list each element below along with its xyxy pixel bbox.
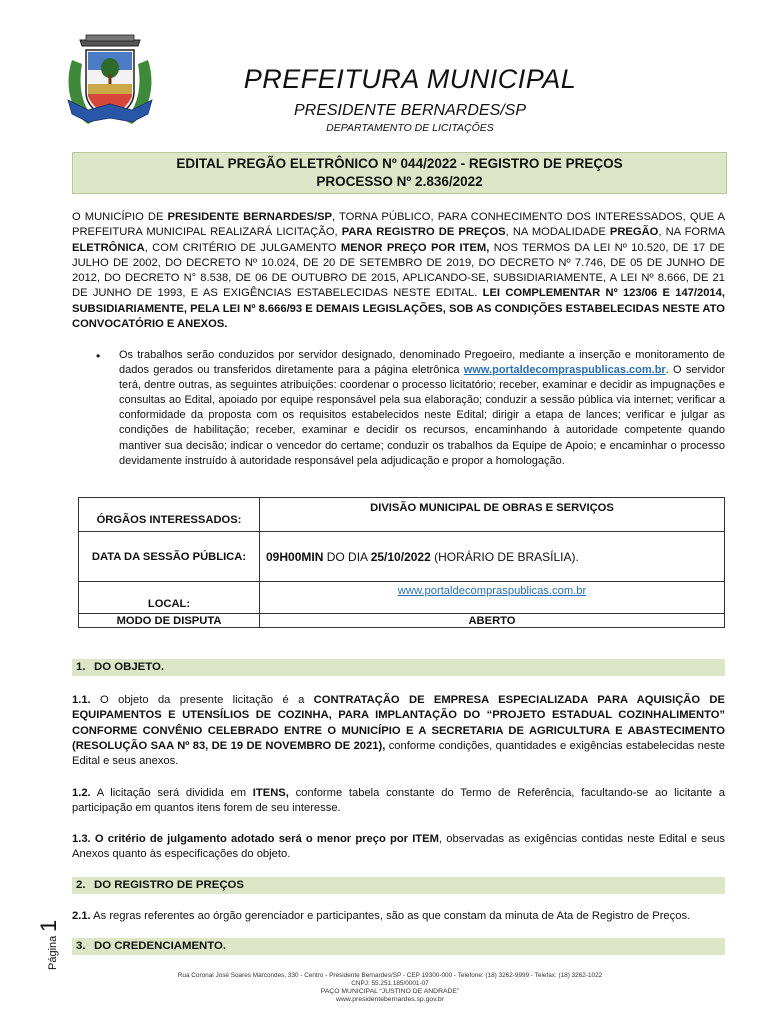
footer-cnpj: CNPJ: 55.251.185/0001-07 [351, 980, 429, 987]
data-value: 09H00MIN DO DIA 25/10/2022 (HORÁRIO DE BRASÍLIA). [260, 532, 725, 582]
table-row [79, 614, 725, 628]
paragraph-1-3: 1.3. O critério de julgamento adotado será o menor preço por ITEM, observadas as exigências contidas neste Edital e seus Anexos quanto às especificações do objeto. [72, 833, 725, 861]
header-city: PRESIDENTE BERNARDES/SP [293, 102, 527, 119]
section-2-heading: 2. DO REGISTRO DE PREÇOS [72, 877, 725, 894]
modo-label: MODO DE DISPUTA [79, 614, 260, 628]
page-label-text: Página [47, 935, 59, 970]
page-number-label [12, 896, 72, 976]
section-3-heading: 3. DO CREDENCIAMENTO. [72, 938, 725, 955]
paragraph-1-2: 1.2. A licitação será dividida em ITENS, conforme tabela constante do Termo de Referência, facultando-se ao licitante a participação em quantos itens forem de seu interesse. [72, 787, 725, 815]
edital-title: EDITAL PREGÃO ELETRÔNICO Nº 044/2022 - REGISTRO DE PREÇOS [176, 156, 623, 171]
session-info-table [78, 497, 725, 628]
header-title: PREFEITURA MUNICIPAL [243, 64, 577, 94]
table-row [79, 498, 725, 532]
table-row [79, 582, 725, 614]
process-number: PROCESSO Nº 2.836/2022 [316, 174, 483, 189]
paragraph-2-1: 2.1. As regras referentes ao órgão gerenciador e participantes, são as que constam da minuta de Ata de Registro de Preços. [72, 910, 691, 922]
paragraph-1-1: 1.1. O objeto da presente licitação é a CONTRATAÇÃO DE EMPRESA ESPECIALIZADA PARA AQUISIÇÃO DE EQUIPAMENTOS E UTENSÍLIOS DE COZINHA, PARA IMPLANTAÇÃO DO “PROJETO ESTADUAL COZINHALIMENTO” CONFORME CONVÊNIO CELEBRADO ENTRE O MUNICÍPIO E A SECRETARIA DE AGRICULTURA E ABASTECIMENTO (RESOLUÇÃO SAA Nº 83, DE 19 DE NOVEMBRO DE 2021), conforme condições, quantidades e exigências estabelecidas neste Edital e seus anexos. [72, 694, 725, 768]
header-department: DEPARTAMENTO DE LICITAÇÕES [326, 122, 494, 134]
orgaos-value: DIVISÃO MUNICIPAL DE OBRAS E SERVIÇOS [260, 498, 725, 532]
municipal-crest-logo [62, 34, 158, 130]
modo-value: ABERTO [260, 614, 725, 628]
footer-website: www.presidentebernardes.sp.gov.br [336, 996, 444, 1003]
portal-link[interactable]: www.portaldecompraspublicas.com.br [463, 364, 666, 377]
bullet-marker: • [96, 349, 101, 363]
bullet-paragraph: Os trabalhos serão conduzidos por servidor designado, denominado Pregoeiro, mediante a inserção e monitoramento de dados gerados ou transferidos diretamente para a página eletrônica www.portaldecompraspublicas.com.br. O servidor terá, dentre outras, as seguintes atribuições: coordenar o processo licitatório; receber, examinar e decidir as impugnações e consultas ao Edital, apoiado por equipe responsável pela sua elaboração; conduzir a sessão pública via internet; verificar a conformidade da proposta com os requisitos estabelecidos neste Edital; dirigir a etapa de lances; verificar e julgar as condições de habilitação; receber, examinar e decidir os recursos, encaminhando à autoridade competente quando mantiver sua decisão; indicar o vencedor do certame; conduzir os trabalhos da Equipe de Apoio; e encaminhar o processo devidamente instruído à autoridade responsável pela adjudicação e propor a homologação. [119, 349, 725, 467]
footer-paco: PAÇO MUNICIPAL “JUSTINO DE ANDRADE” [320, 988, 460, 995]
section-1-heading: 1. DO OBJETO. [72, 659, 725, 676]
footer-address: Rua Coronal José Soares Marcondes, 330 - Centro - Presidente Bernardes/SP - CEP 19300-000 - Telefone: (18) 3262-9999 - Telefax: (18) 3262-1022 [177, 972, 603, 979]
local-value [260, 582, 725, 614]
local-label: LOCAL: [79, 582, 260, 614]
orgaos-label: ÓRGÃOS INTERESSADOS: [79, 498, 260, 532]
table-row [79, 532, 725, 582]
edital-title-band [72, 152, 727, 194]
intro-paragraph: O MUNICÍPIO DE PRESIDENTE BERNARDES/SP, TORNA PÚBLICO, PARA CONHECIMENTO DOS INTERESSADOS, QUE A PREFEITURA MUNICIPAL REALIZARÁ LICITAÇÃO, PARA REGISTRO DE PREÇOS, NA MODALIDADE PREGÃO, NA FORMA ELETRÔNICA, COM CRITÉRIO DE JULGAMENTO MENOR PREÇO POR ITEM, NOS TERMOS DA LEI Nº 10.520, DE 17 DE JULHO DE 2002, DO DECRETO Nº 10.024, DE 20 DE SETEMBRO DE 2019, DO DECRETO Nº 7.746, DE 05 DE JUNHO DE 2012, DO DECRETO N° 8.538, DE 06 DE OUTUBRO DE 2015, APLICANDO-SE, SUBSIDIARIAMENTE, A LEI Nº 8.666, DE 21 DE JUNHO DE 1993, E AS EXIGÊNCIAS ESTABELECIDAS NESTE EDITAL. LEI COMPLEMENTAR Nº 123/06 E 147/2014, SUBSIDIARIAMENTE, PELA LEI Nº 8.666/93 E DEMAIS LEGISLAÇÕES, SOB AS CONDIÇÕES ESTABELECIDAS NESTE ATO CONVOCATÓRIO E ANEXOS. [72, 211, 726, 331]
page-number: 1 [36, 919, 61, 932]
data-label: DATA DA SESSÃO PÚBLICA: [79, 532, 260, 582]
local-portal-link[interactable]: www.portaldecompraspublicas.com.br [397, 585, 587, 597]
